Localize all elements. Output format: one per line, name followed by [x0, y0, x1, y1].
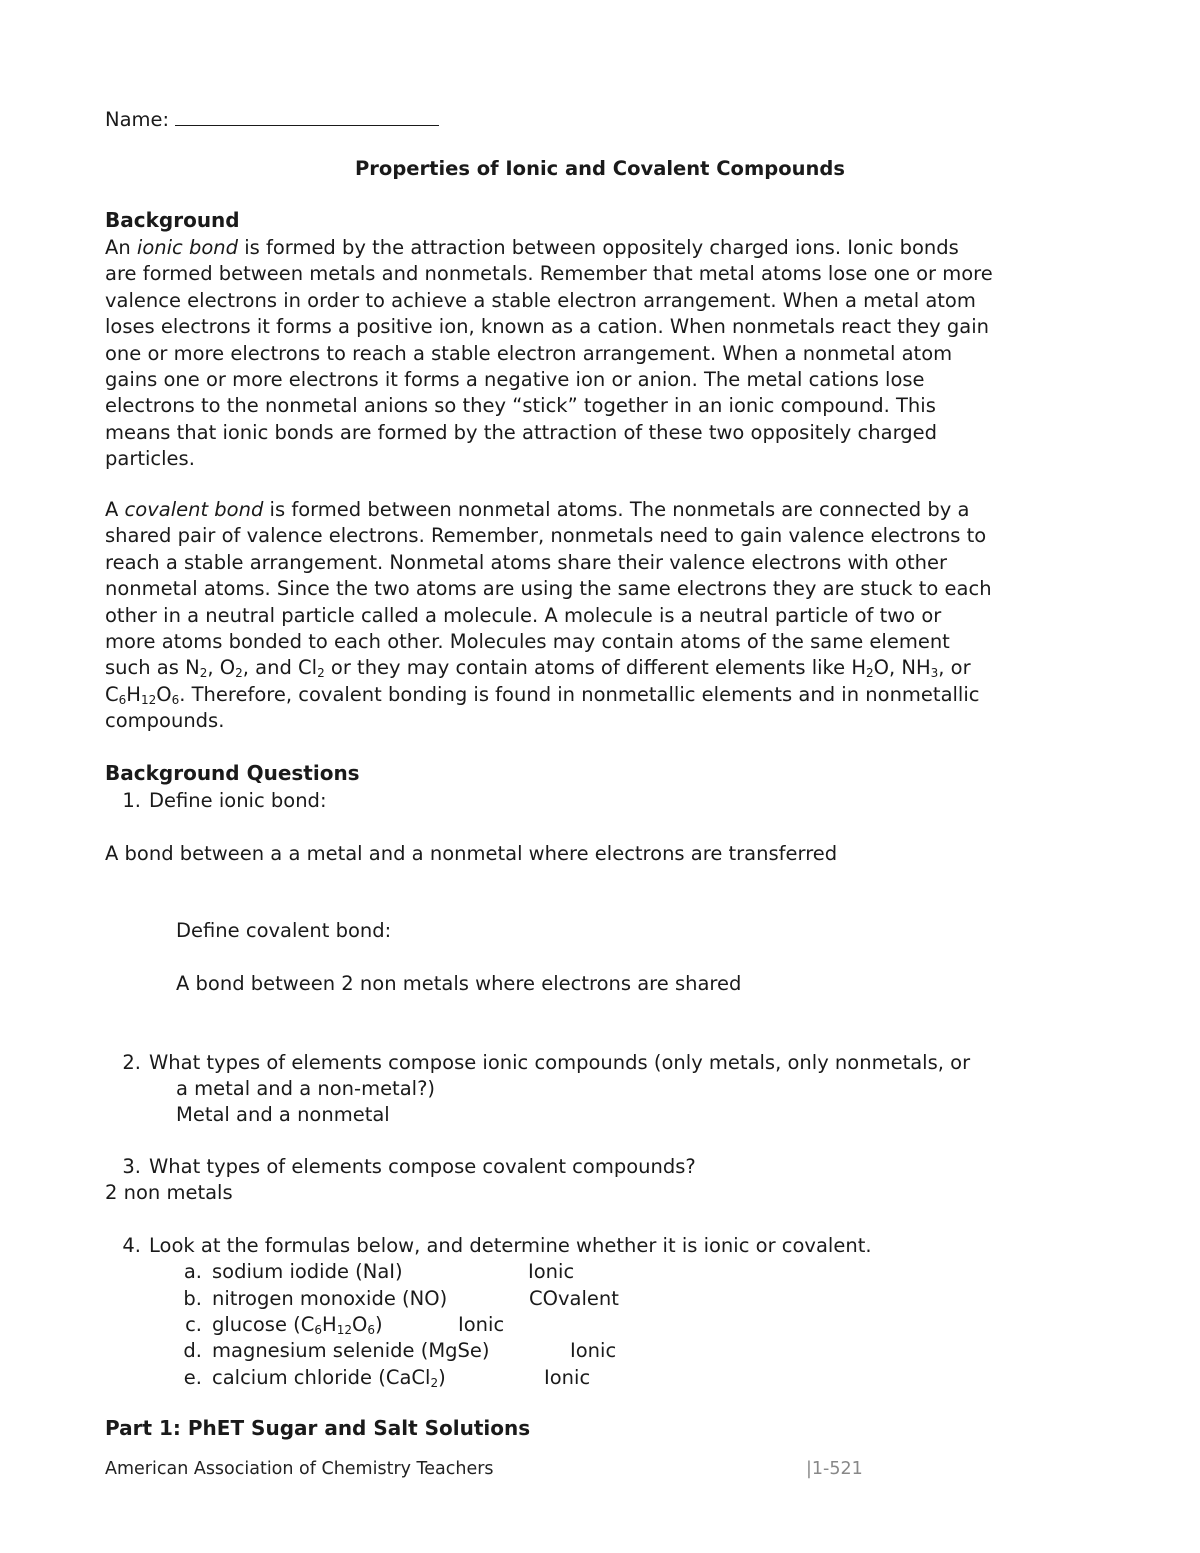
question-4b-answer[interactable]: COvalent	[529, 1287, 619, 1310]
name-field	[105, 106, 439, 133]
question-4c-answer[interactable]: Ionic	[458, 1313, 505, 1336]
p1-line-9: particles.	[105, 447, 195, 471]
p2-line-7: such as $N_2$, $O_2$, and $Cl_2$ or they may contain atoms of different elements like $H_2O$, $NH_3$, or	[105, 656, 971, 681]
p1-line-2: are formed between metals and nonmetals. Remember that metal atoms lose one or more	[105, 262, 993, 286]
p2-line-5: other in a neutral particle called a molecule. A molecule is a neutral particle of two or	[105, 603, 942, 627]
question-4c-compound: glucose $(C_6H_{12}O_6)$	[212, 1313, 383, 1337]
p2-line-4: nonmetal atoms. Since the two atoms are using the same electrons they are stuck to each	[105, 577, 992, 601]
question-3-prompt: What types of elements compose covalent compounds?	[149, 1155, 696, 1178]
question-4a-compound: sodium iodide (NaI)	[212, 1260, 403, 1283]
covalent-bond-term: covalent bond	[124, 498, 264, 521]
question-4a-answer[interactable]: Ionic	[528, 1260, 575, 1283]
question-4c: c. glucose $(C_6H_{12}O_6)$	[185, 1313, 383, 1337]
question-4b: b. nitrogen monoxide (NO)	[183, 1287, 448, 1310]
name-label: Name:	[105, 108, 170, 131]
p2-line-2: shared pair of valence electrons. Remember, nonmetals need to gain valence electrons to	[105, 524, 987, 548]
part-1-heading: Part 1: PhET Sugar and Salt Solutions	[105, 1416, 531, 1440]
question-4d-answer[interactable]: Ionic	[570, 1339, 617, 1362]
p1-line-7: electrons to the nonmetal anions so they “stick” together in an ionic compound. This	[105, 394, 936, 418]
page-title: Properties of Ionic and Covalent Compounds	[355, 157, 845, 180]
background-paragraph-1	[105, 235, 1105, 473]
p1-line-5: one or more electrons to reach a stable electron arrangement. When a nonmetal atom	[105, 341, 953, 365]
question-1-number: 1.	[122, 789, 141, 812]
question-4e: e. calcium chloride (CaCl$_2$)	[183, 1366, 446, 1390]
question-2-answer[interactable]: Metal and a nonmetal	[176, 1103, 390, 1126]
footer-organization: American Association of Chemistry Teachers	[105, 1459, 494, 1479]
p1-line-8: means that ionic bonds are formed by the attraction of these two oppositely charged	[105, 420, 937, 444]
question-1	[105, 788, 327, 814]
background-paragraph-2	[105, 497, 1105, 735]
p1-line-4: loses electrons it forms a positive ion, known as a cation. When nonmetals react they gain	[105, 315, 990, 339]
question-2-prompt-line-1: What types of elements compose ionic compounds (only metals, only nonmetals, or	[149, 1051, 971, 1074]
question-2	[105, 1050, 970, 1076]
question-1b-answer[interactable]: A bond between 2 non metals where electrons are shared	[176, 972, 742, 995]
p2-line-1: A covalent bond is formed between nonmetal atoms. The nonmetals are connected by a	[105, 498, 970, 521]
p2-line-3: reach a stable arrangement. Nonmetal atoms share their valence electrons with other	[105, 550, 947, 574]
question-4d: d. magnesium selenide (MgSe)	[183, 1339, 490, 1362]
background-heading: Background	[105, 208, 240, 232]
question-4d-compound: magnesium selenide (MgSe)	[212, 1339, 490, 1362]
question-4e-answer[interactable]: Ionic	[544, 1366, 591, 1389]
question-4a: a. sodium iodide (NaI)	[183, 1260, 403, 1283]
question-4-prompt: Look at the formulas below, and determine whether it is ionic or covalent.	[149, 1234, 872, 1257]
p2-line-8: $C_6H_{12}O_6$. Therefore, covalent bonding is found in nonmetallic elements and in nonmetallic	[105, 682, 980, 707]
question-1-answer[interactable]: A bond between a a metal and a nonmetal where electrons are transferred	[105, 842, 838, 865]
question-4b-compound: nitrogen monoxide (NO)	[212, 1287, 448, 1310]
p1-line-3: valence electrons in order to achieve a stable electron arrangement. When a metal atom	[105, 288, 976, 312]
name-blank-line[interactable]	[175, 106, 439, 126]
p2-line-6: more atoms bonded to each other. Molecules may contain atoms of the same element	[105, 630, 950, 654]
p1-line-6: gains one or more electrons it forms a negative ion or anion. The metal cations lose	[105, 368, 925, 392]
questions-heading: Background Questions	[105, 761, 360, 785]
question-4e-compound: calcium chloride (CaCl$_2$)	[212, 1366, 446, 1390]
question-1b-prompt: Define covalent bond:	[176, 919, 392, 942]
p1-line-1: An ionic bond is formed by the attraction between oppositely charged ions. Ionic bonds	[105, 236, 959, 259]
question-1-prompt: Define ionic bond:	[149, 789, 327, 812]
question-2-number: 2.	[122, 1051, 141, 1074]
question-4	[105, 1233, 872, 1259]
footer-page-number: |1-521	[806, 1459, 863, 1479]
question-3-number: 3.	[122, 1155, 141, 1178]
ionic-bond-term: ionic bond	[136, 236, 238, 259]
question-4-number: 4.	[122, 1234, 141, 1257]
question-3-answer[interactable]: 2 non metals	[105, 1181, 233, 1204]
question-2-prompt-line-2: a metal and a non-metal?)	[176, 1077, 436, 1100]
question-3	[105, 1154, 696, 1180]
p2-line-9: compounds.	[105, 709, 225, 733]
